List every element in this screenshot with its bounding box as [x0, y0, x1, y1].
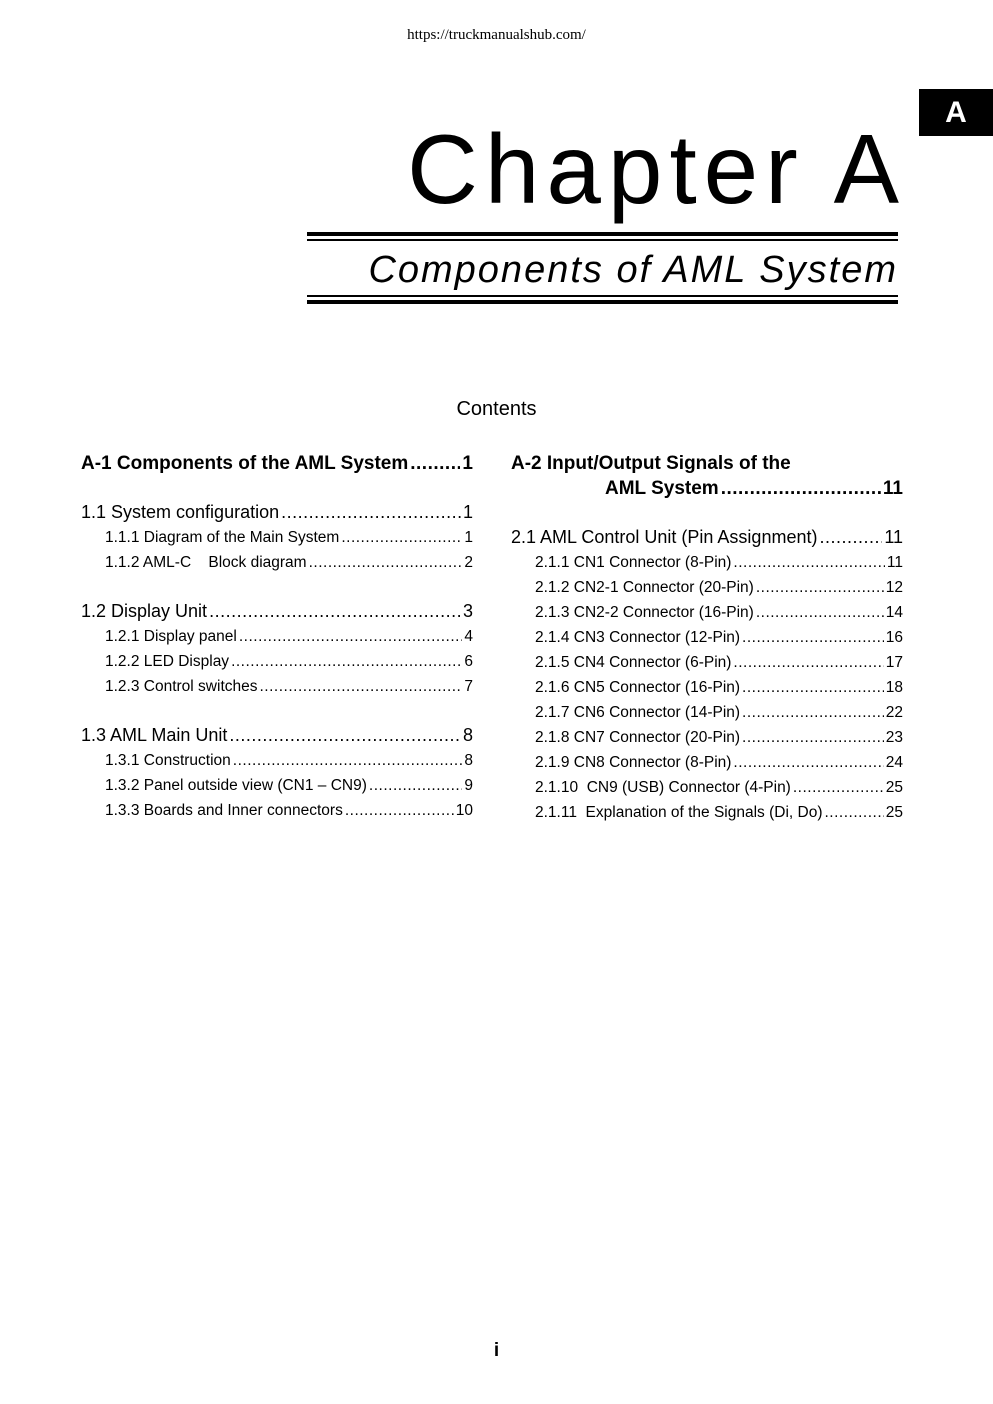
chapter-title: Chapter A — [407, 114, 906, 224]
toc-label: 2.1.6 CN5 Connector (16-Pin) — [535, 679, 741, 696]
toc-label: 1.3.1 Construction — [105, 752, 231, 769]
toc-entry-1-2-1[interactable] — [81, 624, 473, 649]
toc-page: 22 — [885, 704, 903, 721]
toc-label: 2.1.1 CN1 Connector (8-Pin) — [535, 554, 732, 571]
source-url[interactable]: https://truckmanualshub.com/ — [407, 27, 586, 43]
toc-entry-2-1-9[interactable] — [511, 750, 903, 775]
toc-leader-dots — [260, 674, 463, 699]
toc-page: 18 — [885, 679, 903, 696]
toc-page: 14 — [885, 604, 903, 621]
toc-label: 1.1.2 AML-C Block diagram — [105, 554, 307, 571]
toc-page: 1 — [462, 453, 473, 474]
toc-entry-2-1-3[interactable] — [511, 600, 903, 625]
toc-label: 2.1.5 CN4 Connector (6-Pin) — [535, 654, 732, 671]
toc-entry-1-2-3[interactable] — [81, 674, 473, 699]
toc-entry-1-3-1[interactable] — [81, 748, 473, 773]
chapter-subtitle: Components of AML System — [368, 249, 898, 291]
toc-leader-dots — [229, 723, 461, 748]
toc-column-left — [81, 451, 473, 823]
rule-thick — [307, 300, 898, 304]
toc-leader-dots — [369, 773, 462, 798]
toc-page: 3 — [462, 601, 473, 621]
toc-entry-1-3[interactable] — [81, 723, 473, 748]
toc-section-a1[interactable] — [81, 451, 473, 476]
toc-label: 1.1.1 Diagram of the Main System — [105, 529, 340, 546]
toc-page: 2 — [464, 554, 473, 571]
toc-leader-dots — [756, 575, 884, 600]
toc-page: 16 — [885, 629, 903, 646]
toc-entry-1-1-2[interactable] — [81, 550, 473, 575]
toc-leader-dots — [721, 476, 881, 501]
toc-entry-1-1[interactable] — [81, 500, 473, 525]
toc-page: 10 — [455, 802, 473, 819]
toc-entry-1-2-2[interactable] — [81, 649, 473, 674]
toc-page: 12 — [885, 579, 903, 596]
toc-entry-1-1-1[interactable] — [81, 525, 473, 550]
page-number: i — [493, 1340, 500, 1361]
toc-leader-dots — [793, 775, 884, 800]
toc-entry-2-1-10[interactable] — [511, 775, 903, 800]
toc-label: AML System — [605, 478, 719, 499]
toc-entry-2-1-11[interactable] — [511, 800, 903, 825]
title-rule-top — [307, 232, 898, 241]
toc-page: 23 — [885, 729, 903, 746]
toc-leader-dots — [410, 451, 460, 476]
chapter-tab — [919, 89, 993, 136]
toc-label: 1.2.2 LED Display — [105, 653, 230, 670]
toc-leader-dots — [345, 798, 454, 823]
toc-leader-dots — [231, 649, 462, 674]
toc-entry-2-1-1[interactable] — [511, 550, 903, 575]
toc-page: 9 — [464, 777, 473, 794]
toc-entry-2-1-4[interactable] — [511, 625, 903, 650]
toc-leader-dots — [341, 525, 462, 550]
toc-page: 7 — [464, 678, 473, 695]
toc-leader-dots — [281, 500, 461, 525]
title-rule-bottom — [307, 295, 898, 304]
toc-page: 6 — [464, 653, 473, 670]
toc-page: 17 — [885, 654, 903, 671]
toc-entry-2-1-6[interactable] — [511, 675, 903, 700]
toc-label: 2.1.4 CN3 Connector (12-Pin) — [535, 629, 741, 646]
toc-label: 2.1.9 CN8 Connector (8-Pin) — [535, 754, 732, 771]
toc-label: 2.1.10 CN9 (USB) Connector (4-Pin) — [535, 779, 791, 796]
toc-page: 4 — [464, 628, 473, 645]
toc-leader-dots — [742, 675, 884, 700]
toc-column-right — [511, 451, 903, 825]
toc-leader-dots — [209, 599, 461, 624]
toc-section-a2[interactable] — [511, 476, 903, 501]
toc-leader-dots — [742, 725, 884, 750]
toc-label: A-1 Components of the AML System — [81, 453, 409, 474]
toc-entry-1-2[interactable] — [81, 599, 473, 624]
toc-entry-2-1-5[interactable] — [511, 650, 903, 675]
toc-label: 2.1.3 CN2-2 Connector (16-Pin) — [535, 604, 754, 621]
toc-page: 25 — [885, 804, 903, 821]
toc-entry-2-1-8[interactable] — [511, 725, 903, 750]
toc-page: 8 — [462, 725, 473, 745]
toc-leader-dots — [742, 625, 884, 650]
toc-label: 1.2.1 Display panel — [105, 628, 237, 645]
toc-page: 11 — [886, 554, 903, 571]
toc-page: 1 — [464, 529, 473, 546]
toc-page: 24 — [885, 754, 903, 771]
toc-leader-dots — [742, 700, 884, 725]
toc-page: 1 — [462, 502, 473, 522]
toc-leader-dots — [733, 650, 883, 675]
toc-page: 25 — [885, 779, 903, 796]
toc-leader-dots — [733, 750, 883, 775]
toc-label: 1.3 AML Main Unit — [81, 725, 228, 745]
toc-page: 8 — [464, 752, 473, 769]
toc-label: 2.1.8 CN7 Connector (20-Pin) — [535, 729, 741, 746]
toc-entry-1-3-3[interactable] — [81, 798, 473, 823]
toc-label: 1.3.3 Boards and Inner connectors — [105, 802, 343, 819]
toc-page: 11 — [882, 478, 903, 499]
toc-leader-dots — [309, 550, 463, 575]
rule-thick — [307, 232, 898, 236]
rule-thin — [307, 239, 898, 241]
chapter-tab-letter: A — [945, 95, 967, 129]
toc-entry-2-1-2[interactable] — [511, 575, 903, 600]
toc-section-a2-line1[interactable]: A-2 Input/Output Signals of the — [511, 453, 791, 474]
toc-leader-dots — [733, 550, 884, 575]
toc-leader-dots — [756, 600, 884, 625]
toc-label: 2.1.7 CN6 Connector (14-Pin) — [535, 704, 741, 721]
toc-leader-dots — [239, 624, 463, 649]
toc-entry-2-1-7[interactable] — [511, 700, 903, 725]
toc-label: 2.1.2 CN2-1 Connector (20-Pin) — [535, 579, 754, 596]
toc-entry-1-3-2[interactable] — [81, 773, 473, 798]
toc-label: 2.1.11 Explanation of the Signals (Di, Do) — [535, 804, 823, 821]
toc-label: 2.1 AML Control Unit (Pin Assignment) — [511, 527, 818, 547]
toc-label: 1.1 System configuration — [81, 502, 280, 522]
toc-label: 1.2.3 Control switches — [105, 678, 258, 695]
toc-leader-dots — [819, 525, 882, 550]
contents-heading: Contents — [456, 398, 537, 420]
toc-label: 1.2 Display Unit — [81, 601, 208, 621]
toc-leader-dots — [824, 800, 883, 825]
toc-label: 1.3.2 Panel outside view (CN1 – CN9) — [105, 777, 367, 794]
toc-page: 11 — [884, 527, 903, 547]
rule-thin — [307, 295, 898, 297]
toc-leader-dots — [233, 748, 463, 773]
toc-entry-2-1[interactable] — [511, 525, 903, 550]
